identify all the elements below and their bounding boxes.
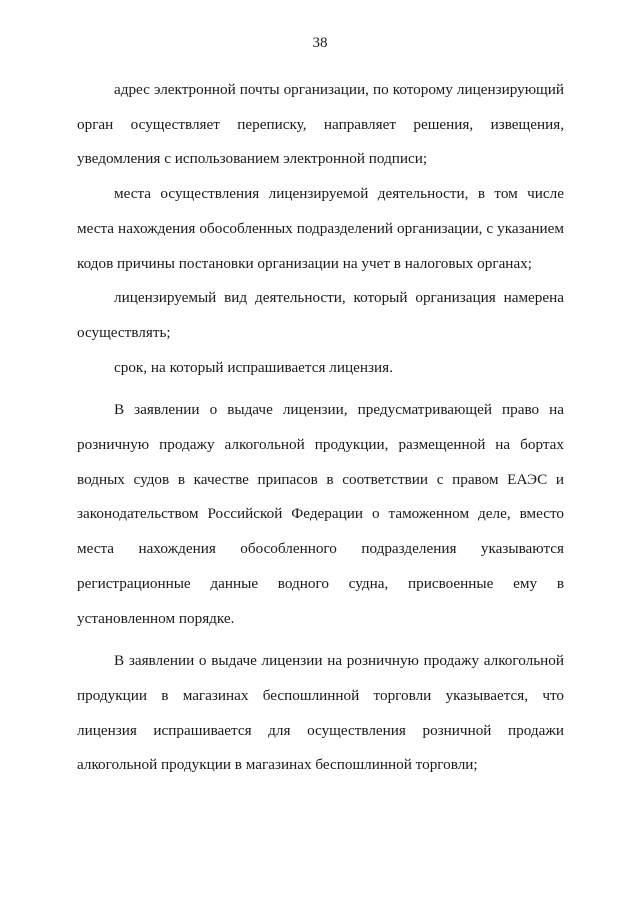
paragraph-spacer — [77, 385, 564, 393]
paragraph-locations: места осуществления лицензируемой деятельности, в том числе места нахождения обособленных подразделений организации, с указанием кодов причины постановки организации на учет в налоговых органах; — [77, 185, 564, 272]
document-body — [77, 73, 564, 783]
paragraph-duty-free: В заявлении о выдаче лицензии на розничную продажу алкогольной продукции в магазинах беспошлинной торговли указывается, что лицензия испрашивается для осуществления розничной продажи алкогольной продукции в магазинах беспошлинной торговли; — [77, 652, 564, 774]
paragraph-term: срок, на который испрашивается лицензия. — [114, 358, 393, 376]
paragraph-vessels: В заявлении о выдаче лицензии, предусматривающей право на розничную продажу алкогольной продукции, размещенной на бортах водных судов в качестве припасов в соответствии с правом ЕАЭС и законодательством Российской Федерации о таможенном деле, вместо места нахождения обособленного подразделения указываются регистрационные данные водного судна, присвоенные ему в установленном порядке. — [77, 401, 564, 627]
paragraph-activity: лицензируемый вид деятельности, который организация намерена осуществлять; — [77, 289, 564, 341]
paragraph-spacer — [77, 636, 564, 644]
paragraph-email: адрес электронной почты организации, по которому лицензирующий орган осуществляет переписку, направляет решения, извещения, уведомления с использованием электронной подписи; — [77, 81, 564, 168]
page-number: 38 — [312, 35, 328, 51]
